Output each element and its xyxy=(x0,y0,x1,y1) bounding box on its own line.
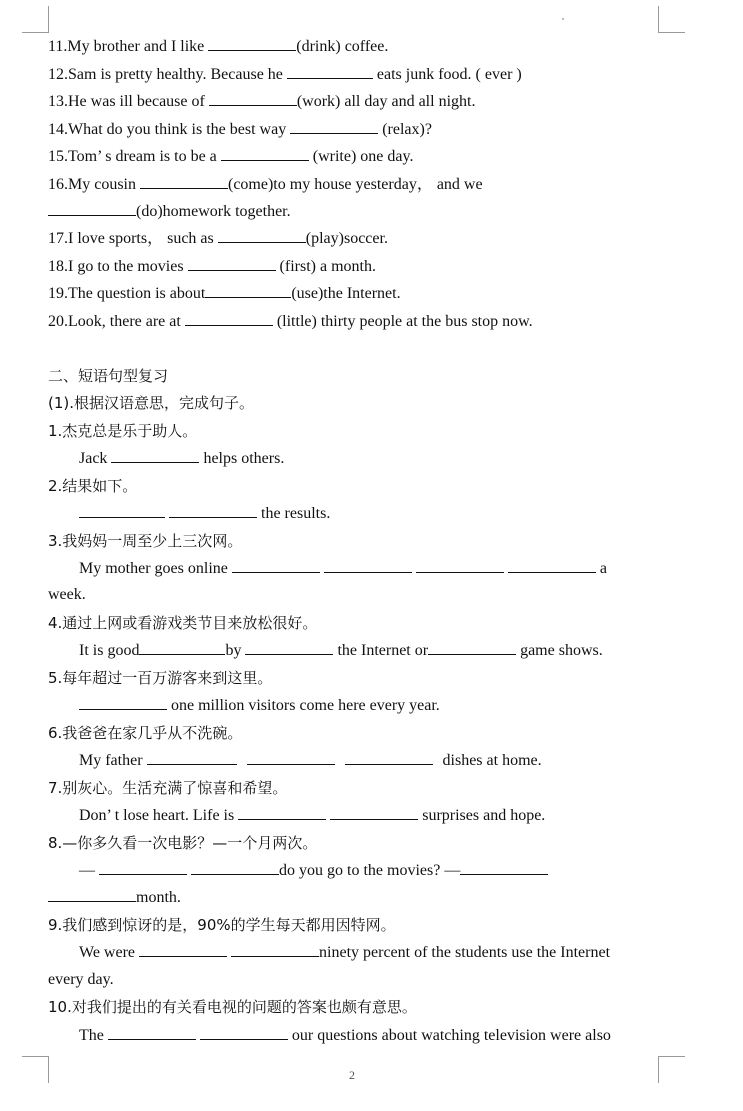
text: (work) all day and all night. xyxy=(296,93,476,110)
corner-mark-top-left xyxy=(22,6,49,33)
blank xyxy=(139,942,227,957)
text: by xyxy=(225,642,246,659)
blank xyxy=(221,146,309,161)
text: 17.I love sports， such as xyxy=(48,230,218,247)
blank xyxy=(188,256,276,271)
item-10-chinese: 10.对我们提出的有关看电视的问题的答案也颇有意思。 xyxy=(48,998,417,1016)
blank xyxy=(287,64,373,79)
exercise-17 xyxy=(48,228,388,249)
text: month. xyxy=(136,889,181,906)
blank xyxy=(232,558,320,573)
page-number: 2 xyxy=(349,1068,355,1082)
section-title: 二、短语句型复习 xyxy=(48,367,169,385)
item-3-continued: week. xyxy=(48,586,86,603)
corner-mark-bottom-right xyxy=(658,1056,685,1083)
text: the results. xyxy=(257,505,331,522)
exercise-11 xyxy=(48,36,388,57)
blank xyxy=(169,503,257,518)
text: do you go to the movies? — xyxy=(279,862,461,879)
blank xyxy=(139,640,225,655)
stray-dot xyxy=(562,18,564,20)
text: My father xyxy=(79,752,147,769)
blank xyxy=(460,860,548,875)
item-7-english xyxy=(79,805,545,826)
blank xyxy=(79,695,167,710)
text: 11.My brother and I like xyxy=(48,38,209,55)
item-5-english xyxy=(79,695,440,716)
blank xyxy=(238,805,326,820)
text: (write) one day. xyxy=(308,148,414,165)
blank xyxy=(324,558,412,573)
text: Jack xyxy=(79,450,112,467)
exercise-14 xyxy=(48,119,432,140)
exercise-16-continued xyxy=(48,201,291,222)
exercise-19 xyxy=(48,283,401,304)
blank xyxy=(200,1025,288,1040)
text: — xyxy=(79,862,99,879)
item-7-chinese: 7.别灰心。生活充满了惊喜和希望。 xyxy=(48,779,288,797)
blank xyxy=(247,750,335,765)
item-3-chinese: 3.我妈妈一周至少上三次网。 xyxy=(48,532,243,550)
exercise-20 xyxy=(48,311,533,332)
blank xyxy=(99,860,187,875)
exercise-16 xyxy=(48,174,483,195)
blank xyxy=(147,750,237,765)
blank xyxy=(79,503,165,518)
corner-mark-bottom-left xyxy=(22,1056,49,1083)
item-4-chinese: 4.通过上网或看游戏类节目来放松很好。 xyxy=(48,614,318,632)
blank xyxy=(428,640,516,655)
text: It is good xyxy=(79,642,140,659)
text: game shows. xyxy=(516,642,603,659)
text: a xyxy=(595,560,607,577)
blank xyxy=(345,750,433,765)
text: eats junk food. ( ever ) xyxy=(372,66,522,83)
exercise-18 xyxy=(48,256,376,277)
text: Don’ t lose heart. Life is xyxy=(79,807,239,824)
blank xyxy=(111,448,199,463)
item-6-english xyxy=(79,750,542,771)
exercise-13 xyxy=(48,91,475,112)
text: one million visitors come here every year. xyxy=(167,697,440,714)
text: (come)to my house yesterday， and we xyxy=(228,176,483,193)
item-6-chinese: 6.我爸爸在家几乎从不洗碗。 xyxy=(48,724,243,742)
item-1-english xyxy=(79,448,284,469)
blank xyxy=(218,228,306,243)
item-9-chinese: 9.我们感到惊讶的是，90%的学生每天都用因特网。 xyxy=(48,916,396,934)
text: helps others. xyxy=(199,450,285,467)
blank xyxy=(48,201,136,216)
text: (little) thirty people at the bus stop now. xyxy=(272,313,533,330)
text: the Internet or xyxy=(333,642,429,659)
text: My mother goes online xyxy=(79,560,232,577)
text: 20.Look, there are at xyxy=(48,313,185,330)
item-1-chinese: 1.杰克总是乐于助人。 xyxy=(48,422,198,440)
blank xyxy=(140,174,228,189)
exercise-15 xyxy=(48,146,413,167)
text: 13.He was ill because of xyxy=(48,93,209,110)
text: dishes at home. xyxy=(438,752,542,769)
text: (do)homework together. xyxy=(136,203,291,220)
text: 12.Sam is pretty healthy. Because he xyxy=(48,66,287,83)
blank xyxy=(416,558,504,573)
text: ninety percent of the students use the Internet xyxy=(319,944,611,961)
text: (use)the Internet. xyxy=(291,285,401,302)
section-subtitle: (1).根据汉语意思，完成句子。 xyxy=(48,394,255,412)
text: 15.Tom’ s dream is to be a xyxy=(48,148,221,165)
item-8-continued xyxy=(48,887,181,908)
item-9-english xyxy=(79,942,610,963)
item-5-chinese: 5.每年超过一百万游客来到这里。 xyxy=(48,669,273,687)
blank xyxy=(191,860,279,875)
blank xyxy=(231,942,319,957)
blank xyxy=(508,558,596,573)
text: We were xyxy=(79,944,140,961)
item-9-continued: every day. xyxy=(48,971,114,988)
text: surprises and hope. xyxy=(418,807,546,824)
text: 14.What do you think is the best way xyxy=(48,121,291,138)
text: 18.I go to the movies xyxy=(48,258,188,275)
text: (relax)? xyxy=(378,121,432,138)
item-8-chinese: 8.—你多久看一次电影？—一个月两次。 xyxy=(48,834,318,852)
text: (first) a month. xyxy=(275,258,376,275)
exercise-12 xyxy=(48,64,522,85)
blank xyxy=(185,311,273,326)
item-4-english xyxy=(79,640,603,661)
text: The xyxy=(79,1027,108,1044)
corner-mark-top-right xyxy=(658,6,685,33)
blank xyxy=(209,91,297,106)
item-2-english xyxy=(79,503,330,524)
text: (drink) coffee. xyxy=(296,38,389,55)
text: our questions about watching television were also xyxy=(287,1027,611,1044)
item-8-english xyxy=(79,860,548,881)
blank xyxy=(290,119,378,134)
blank xyxy=(330,805,418,820)
blank xyxy=(208,36,296,51)
text: 16.My cousin xyxy=(48,176,140,193)
blank xyxy=(108,1025,196,1040)
item-10-english xyxy=(79,1025,611,1046)
text: (play)soccer. xyxy=(305,230,388,247)
blank xyxy=(245,640,333,655)
blank xyxy=(48,887,136,902)
blank xyxy=(205,283,291,298)
text: 19.The question is about xyxy=(48,285,206,302)
item-2-chinese: 2.结果如下。 xyxy=(48,477,138,495)
item-3-english xyxy=(79,558,607,579)
